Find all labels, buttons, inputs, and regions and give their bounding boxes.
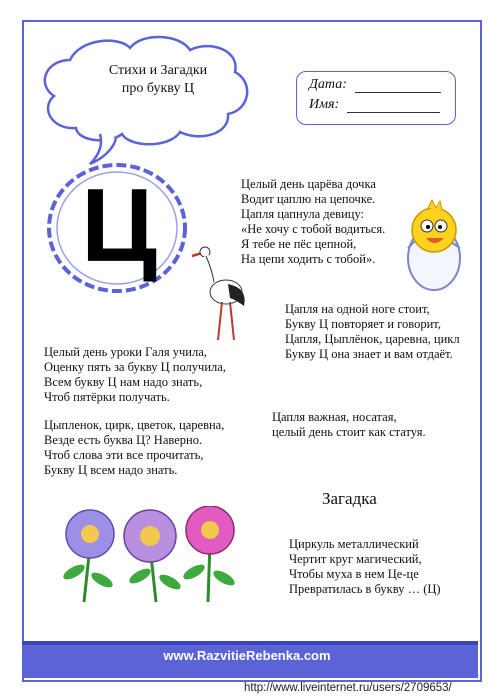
chick-illustration [398,186,470,298]
poem-line: Целый день уроки Галя учила, [44,345,207,359]
poem-line: Цапля, Цыплёнок, царевна, цикл [285,332,460,346]
poem-line: Букву Ц всем надо знать. [44,463,178,477]
thought-bubble [30,30,260,170]
riddle-line: Циркуль металлический [289,537,419,551]
riddle-line: Превратилась в букву … (Ц) [289,582,441,596]
date-line[interactable] [355,79,441,93]
poem-line: На цепи ходить с тобой». [241,252,376,266]
poem-line: «Не хочу с тобой водиться. [241,222,386,236]
stork-illustration [186,236,256,346]
poem-line: Целый день царёва дочка [241,177,376,191]
poem-line: Цыпленок, цирк, цветок, царевна, [44,418,225,432]
date-label: Дата: [309,77,347,92]
source-url: http://www.liveinternet.ru/users/2709653/ [244,682,452,694]
name-line[interactable] [347,99,440,113]
bubble-title [78,62,238,98]
bubble-line-1: Стихи и Загадки [108,63,208,78]
date-name-box [296,71,456,125]
footer-stripe [22,641,478,645]
name-row [309,97,440,113]
poem-line: Букву Ц она знает и вам отдаёт. [285,347,453,361]
name-label: Имя: [309,97,340,112]
poem-line: Чтоб пятёрки получать. [44,390,170,404]
website-link[interactable]: www.RazvitieRebenka.com [163,648,331,663]
riddle-title: Загадка [322,489,377,508]
poem-line: Цапля важная, носатая, [272,410,397,424]
poem-line: Везде есть буква Ц? Наверно. [44,433,203,447]
poem-line: Водит цаплю на цепочке. [241,192,376,206]
poem-2 [285,302,460,362]
poem-line: Цапля цапнула девицу: [241,207,365,221]
poem-5 [44,418,224,478]
riddle-text [289,537,441,597]
poem-line: Всем букву Ц нам надо знать, [44,375,203,389]
riddle-line: Чтобы муха в нем Це-це [289,567,419,581]
poem-1 [241,177,385,267]
poem-3 [44,345,226,405]
riddle-line: Чертит круг магический, [289,552,422,566]
poem-line: Я тебе не пёс цепной, [241,237,357,251]
flowers-illustration [40,506,250,606]
poem-line: целый день стоит как статуя. [272,425,426,439]
poem-line: Букву Ц повторяет и говорит, [285,317,441,331]
big-letter: Ц [81,168,157,284]
bubble-line-2: про букву Ц [121,81,195,96]
poem-4 [272,410,426,440]
poem-line: Цапля на одной ноге стоит, [285,302,430,316]
poem-line: Чтоб слова эти все прочитать, [44,448,204,462]
date-row [309,77,441,93]
poem-line: Оценку пять за букву Ц получила, [44,360,226,374]
